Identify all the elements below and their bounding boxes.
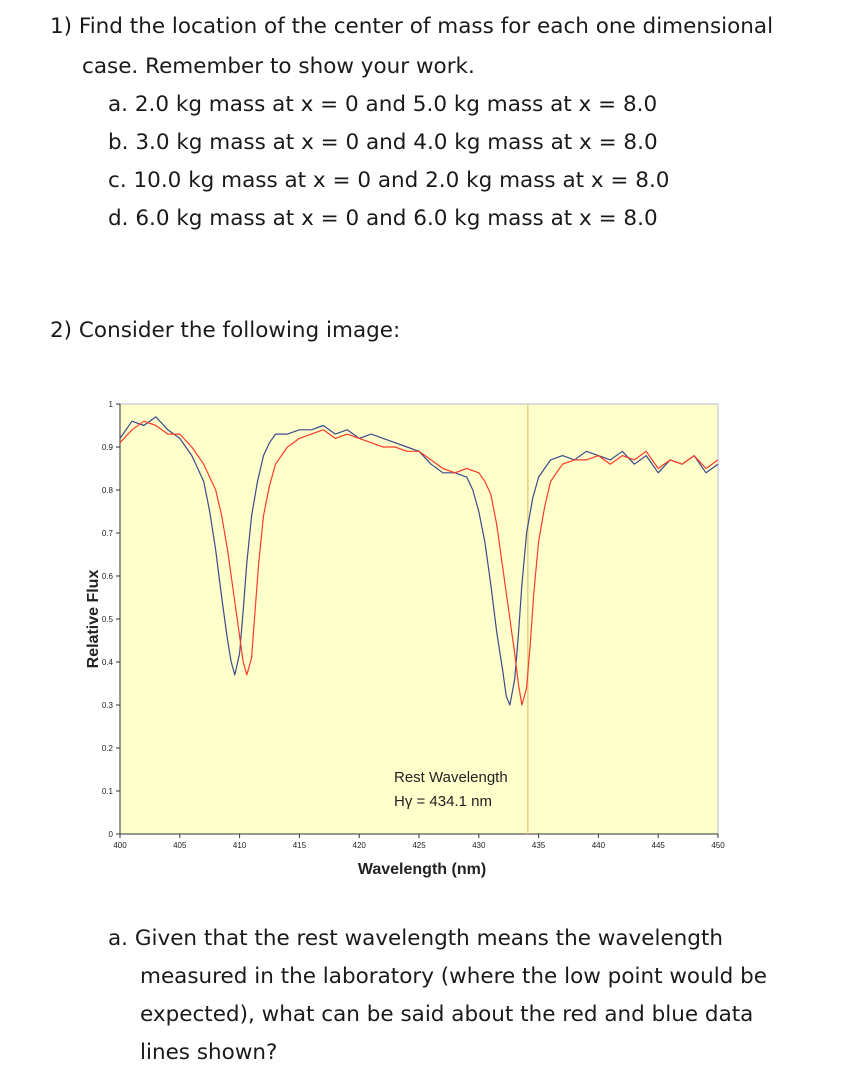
y-tick-label: 0.1 [101, 787, 113, 796]
x-tick-label: 440 [591, 841, 606, 850]
x-tick-label: 445 [651, 841, 665, 850]
y-tick-label: 0.7 [101, 529, 113, 538]
question-1-line-1: 1) Find the location of the center of mass for each one dimensional [50, 14, 774, 39]
x-tick-label: 425 [412, 841, 426, 850]
y-tick-label: 0.8 [101, 486, 113, 495]
y-axis [102, 400, 120, 839]
y-tick-label: 0.2 [101, 744, 113, 753]
y-tick-label: 0.9 [101, 443, 113, 452]
spectrum-chart [78, 388, 730, 888]
x-tick-label: 410 [232, 841, 247, 850]
annotation-rest-wavelength: Rest Wavelength [394, 769, 508, 786]
question-1-item-b: b. 3.0 kg mass at x = 0 and 4.0 kg mass at x = 8.0 [108, 130, 658, 155]
question-1-item-d: d. 6.0 kg mass at x = 0 and 6.0 kg mass at x = 8.0 [108, 206, 658, 231]
x-axis-label: Wavelength (nm) [357, 861, 487, 878]
x-tick-label: 430 [472, 841, 486, 850]
y-tick-label: 1 [108, 400, 113, 409]
question-2a-line-2: measured in the laboratory (where the low point would be [140, 964, 768, 989]
question-2a-line-4: lines shown? [140, 1040, 278, 1065]
question-2a-line-1: a. Given that the rest wavelength means the wavelength [108, 926, 724, 951]
x-tick-label: 435 [531, 841, 546, 850]
x-tick-label: 400 [113, 841, 127, 850]
x-tick-label: 405 [173, 841, 187, 850]
question-1-line-2: case. Remember to show your work. [82, 54, 475, 79]
y-tick-label: 0.3 [101, 701, 113, 710]
y-tick-label: 0.5 [101, 615, 113, 624]
question-1-item-a: a. 2.0 kg mass at x = 0 and 5.0 kg mass at x = 8.0 [108, 92, 658, 117]
question-2a-line-3: expected), what can be said about the red and blue data [140, 1002, 754, 1027]
x-tick-label: 415 [292, 841, 307, 850]
y-tick-label: 0 [108, 830, 113, 839]
annotation-hgamma-value: Hγ = 434.1 nm [394, 793, 492, 810]
y-axis-label: Relative Flux [85, 569, 102, 669]
y-tick-label: 0.4 [101, 658, 113, 667]
question-1-item-c: c. 10.0 kg mass at x = 0 and 2.0 kg mass at x = 8.0 [108, 168, 670, 193]
x-tick-label: 450 [711, 841, 725, 850]
y-tick-label: 0.6 [101, 572, 113, 581]
x-tick-label: 420 [352, 841, 366, 850]
x-axis [113, 834, 725, 850]
question-2-title: 2) Consider the following image: [50, 318, 401, 343]
